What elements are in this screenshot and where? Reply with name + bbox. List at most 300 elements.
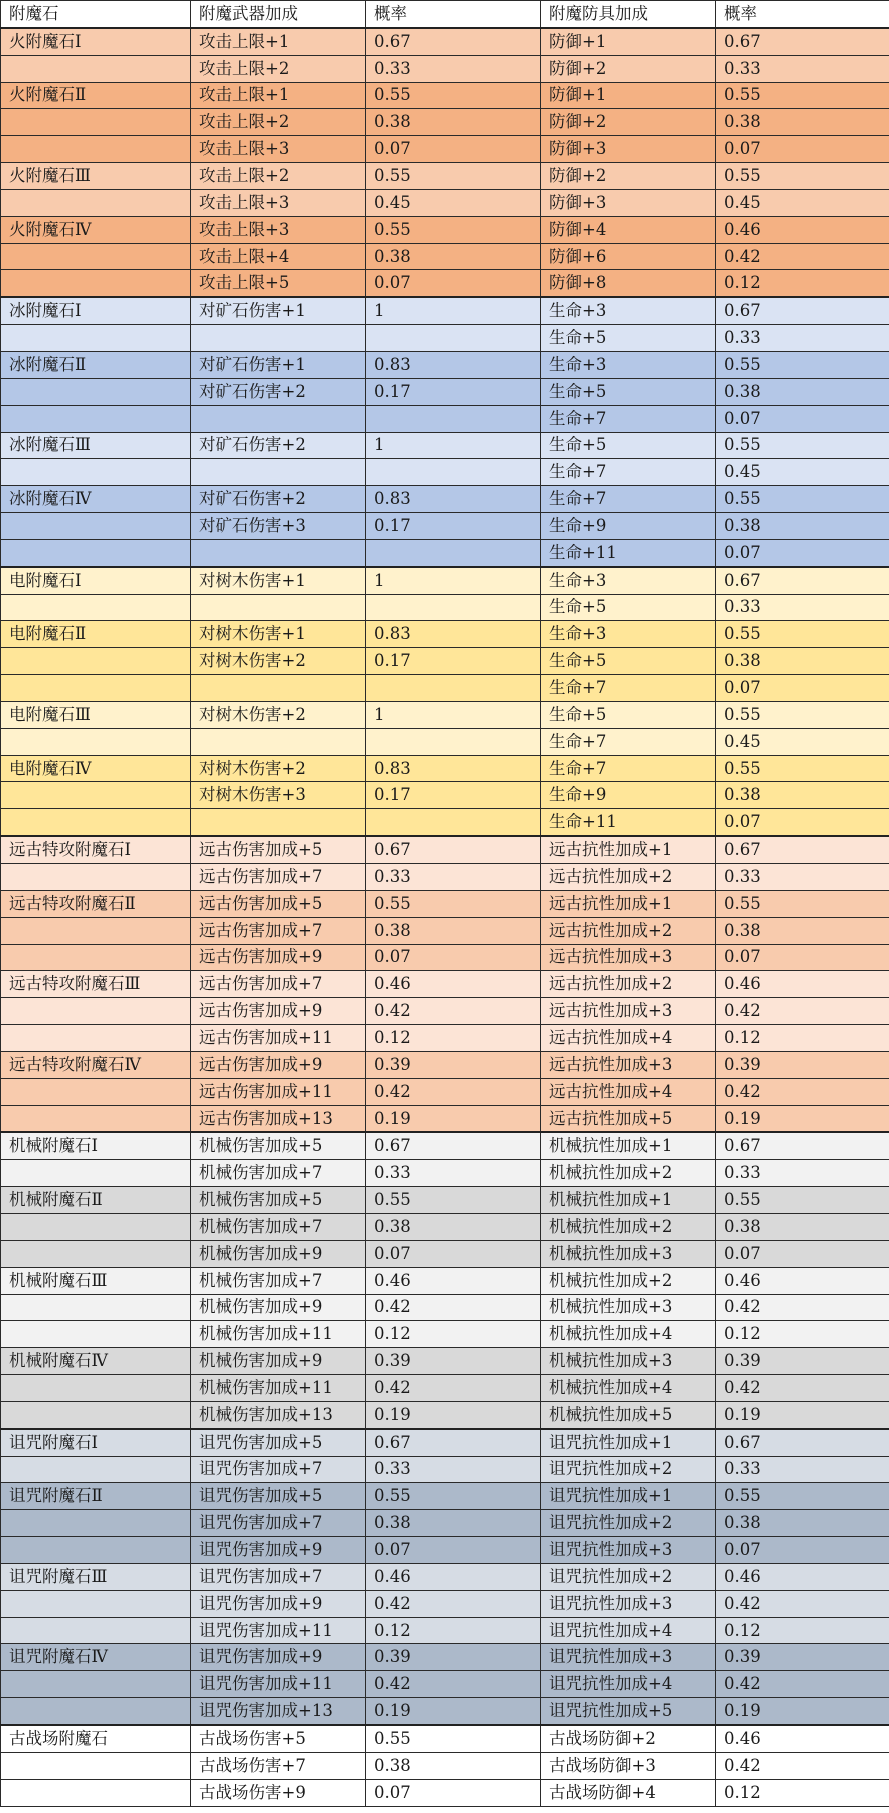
stone-name-cell[interactable]: 火附魔石Ⅳ bbox=[1, 216, 191, 243]
armor-bonus-cell[interactable]: 生命+7 bbox=[541, 755, 716, 782]
weapon-probability-cell[interactable]: 0.39 bbox=[366, 1644, 541, 1671]
weapon-probability-cell[interactable]: 0.07 bbox=[366, 270, 541, 297]
weapon-probability-cell[interactable]: 0.55 bbox=[366, 1483, 541, 1510]
header-stone[interactable]: 附魔石 bbox=[1, 1, 191, 28]
weapon-probability-cell[interactable]: 0.42 bbox=[366, 1375, 541, 1402]
weapon-probability-cell[interactable]: 0.17 bbox=[366, 648, 541, 675]
stone-name-cell[interactable]: 诅咒附魔石Ⅰ bbox=[1, 1429, 191, 1456]
weapon-probability-cell[interactable]: 0.83 bbox=[366, 621, 541, 648]
armor-probability-cell[interactable]: 0.67 bbox=[716, 836, 889, 863]
armor-probability-cell[interactable]: 0.19 bbox=[716, 1698, 889, 1725]
weapon-probability-cell[interactable]: 0.42 bbox=[366, 998, 541, 1025]
weapon-bonus-cell[interactable]: 远古伤害加成+9 bbox=[191, 944, 366, 971]
weapon-probability-cell[interactable]: 0.38 bbox=[366, 243, 541, 270]
weapon-bonus-cell[interactable]: 古战场伤害+5 bbox=[191, 1725, 366, 1752]
stone-name-cell[interactable] bbox=[1, 728, 191, 755]
armor-probability-cell[interactable]: 0.07 bbox=[716, 405, 889, 432]
armor-bonus-cell[interactable]: 生命+5 bbox=[541, 378, 716, 405]
stone-name-cell[interactable] bbox=[1, 998, 191, 1025]
stone-name-cell[interactable]: 冰附魔石Ⅱ bbox=[1, 351, 191, 378]
weapon-bonus-cell[interactable]: 对矿石伤害+1 bbox=[191, 351, 366, 378]
weapon-bonus-cell[interactable]: 攻击上限+3 bbox=[191, 189, 366, 216]
header-armor-probability[interactable]: 概率 bbox=[716, 1, 889, 28]
armor-bonus-cell[interactable]: 生命+9 bbox=[541, 513, 716, 540]
armor-bonus-cell[interactable]: 生命+5 bbox=[541, 325, 716, 352]
weapon-probability-cell[interactable]: 0.17 bbox=[366, 782, 541, 809]
weapon-bonus-cell[interactable]: 远古伤害加成+5 bbox=[191, 836, 366, 863]
weapon-probability-cell[interactable]: 0.55 bbox=[366, 1725, 541, 1752]
weapon-bonus-cell[interactable]: 古战场伤害+9 bbox=[191, 1779, 366, 1806]
armor-probability-cell[interactable]: 0.19 bbox=[716, 1401, 889, 1428]
armor-bonus-cell[interactable]: 远古抗性加成+3 bbox=[541, 944, 716, 971]
weapon-bonus-cell[interactable]: 对树木伤害+1 bbox=[191, 621, 366, 648]
weapon-bonus-cell[interactable]: 机械伤害加成+5 bbox=[191, 1187, 366, 1214]
weapon-probability-cell[interactable]: 0.83 bbox=[366, 755, 541, 782]
weapon-probability-cell[interactable]: 0.55 bbox=[366, 1187, 541, 1214]
armor-probability-cell[interactable]: 0.67 bbox=[716, 567, 889, 594]
stone-name-cell[interactable]: 机械附魔石Ⅳ bbox=[1, 1348, 191, 1375]
weapon-bonus-cell[interactable]: 诅咒伤害加成+9 bbox=[191, 1644, 366, 1671]
weapon-probability-cell[interactable]: 1 bbox=[366, 567, 541, 594]
armor-probability-cell[interactable]: 0.67 bbox=[716, 297, 889, 324]
header-weapon-bonus[interactable]: 附魔武器加成 bbox=[191, 1, 366, 28]
weapon-probability-cell[interactable]: 0.67 bbox=[366, 1132, 541, 1159]
weapon-bonus-cell[interactable]: 对树木伤害+2 bbox=[191, 648, 366, 675]
armor-probability-cell[interactable]: 0.12 bbox=[716, 1025, 889, 1052]
armor-probability-cell[interactable]: 0.33 bbox=[716, 1160, 889, 1187]
weapon-probability-cell[interactable] bbox=[366, 459, 541, 486]
weapon-bonus-cell[interactable]: 古战场伤害+7 bbox=[191, 1752, 366, 1779]
weapon-bonus-cell[interactable]: 诅咒伤害加成+7 bbox=[191, 1563, 366, 1590]
stone-name-cell[interactable]: 古战场附魔石 bbox=[1, 1725, 191, 1752]
armor-probability-cell[interactable]: 0.38 bbox=[716, 109, 889, 136]
armor-bonus-cell[interactable]: 机械抗性加成+2 bbox=[541, 1213, 716, 1240]
weapon-probability-cell[interactable]: 0.55 bbox=[366, 216, 541, 243]
weapon-bonus-cell[interactable]: 攻击上限+2 bbox=[191, 109, 366, 136]
stone-name-cell[interactable]: 机械附魔石Ⅰ bbox=[1, 1132, 191, 1159]
armor-bonus-cell[interactable]: 生命+7 bbox=[541, 675, 716, 702]
armor-bonus-cell[interactable]: 诅咒抗性加成+2 bbox=[541, 1510, 716, 1537]
armor-bonus-cell[interactable]: 防御+2 bbox=[541, 109, 716, 136]
armor-probability-cell[interactable]: 0.55 bbox=[716, 755, 889, 782]
stone-name-cell[interactable]: 电附魔石Ⅱ bbox=[1, 621, 191, 648]
armor-probability-cell[interactable]: 0.45 bbox=[716, 459, 889, 486]
armor-probability-cell[interactable]: 0.07 bbox=[716, 136, 889, 163]
armor-bonus-cell[interactable]: 远古抗性加成+5 bbox=[541, 1105, 716, 1132]
armor-bonus-cell[interactable]: 诅咒抗性加成+1 bbox=[541, 1429, 716, 1456]
weapon-probability-cell[interactable]: 0.46 bbox=[366, 1267, 541, 1294]
stone-name-cell[interactable] bbox=[1, 270, 191, 297]
armor-probability-cell[interactable]: 0.12 bbox=[716, 1321, 889, 1348]
armor-bonus-cell[interactable]: 生命+3 bbox=[541, 351, 716, 378]
weapon-probability-cell[interactable] bbox=[366, 728, 541, 755]
weapon-probability-cell[interactable] bbox=[366, 539, 541, 566]
weapon-bonus-cell[interactable]: 攻击上限+4 bbox=[191, 243, 366, 270]
armor-probability-cell[interactable]: 0.46 bbox=[716, 1267, 889, 1294]
stone-name-cell[interactable] bbox=[1, 189, 191, 216]
weapon-probability-cell[interactable]: 0.07 bbox=[366, 136, 541, 163]
armor-probability-cell[interactable]: 0.38 bbox=[716, 378, 889, 405]
weapon-bonus-cell[interactable]: 远古伤害加成+5 bbox=[191, 890, 366, 917]
weapon-bonus-cell[interactable] bbox=[191, 539, 366, 566]
armor-bonus-cell[interactable]: 诅咒抗性加成+1 bbox=[541, 1483, 716, 1510]
armor-probability-cell[interactable]: 0.55 bbox=[716, 701, 889, 728]
weapon-bonus-cell[interactable] bbox=[191, 675, 366, 702]
weapon-probability-cell[interactable]: 0.33 bbox=[366, 1160, 541, 1187]
armor-probability-cell[interactable]: 0.67 bbox=[716, 28, 889, 55]
weapon-bonus-cell[interactable]: 攻击上限+3 bbox=[191, 216, 366, 243]
weapon-probability-cell[interactable]: 0.55 bbox=[366, 890, 541, 917]
armor-bonus-cell[interactable]: 防御+8 bbox=[541, 270, 716, 297]
armor-bonus-cell[interactable]: 诅咒抗性加成+2 bbox=[541, 1456, 716, 1483]
stone-name-cell[interactable] bbox=[1, 1590, 191, 1617]
armor-probability-cell[interactable]: 0.67 bbox=[716, 1132, 889, 1159]
armor-bonus-cell[interactable]: 生命+11 bbox=[541, 539, 716, 566]
stone-name-cell[interactable] bbox=[1, 1456, 191, 1483]
armor-bonus-cell[interactable]: 远古抗性加成+1 bbox=[541, 836, 716, 863]
weapon-bonus-cell[interactable] bbox=[191, 459, 366, 486]
stone-name-cell[interactable] bbox=[1, 782, 191, 809]
weapon-bonus-cell[interactable]: 对树木伤害+2 bbox=[191, 701, 366, 728]
weapon-probability-cell[interactable]: 0.42 bbox=[366, 1671, 541, 1698]
armor-probability-cell[interactable]: 0.42 bbox=[716, 1078, 889, 1105]
stone-name-cell[interactable] bbox=[1, 917, 191, 944]
weapon-probability-cell[interactable] bbox=[366, 405, 541, 432]
weapon-probability-cell[interactable] bbox=[366, 325, 541, 352]
stone-name-cell[interactable]: 冰附魔石Ⅰ bbox=[1, 297, 191, 324]
weapon-probability-cell[interactable]: 0.42 bbox=[366, 1590, 541, 1617]
armor-probability-cell[interactable]: 0.07 bbox=[716, 539, 889, 566]
armor-probability-cell[interactable]: 0.67 bbox=[716, 1429, 889, 1456]
armor-probability-cell[interactable]: 0.42 bbox=[716, 1752, 889, 1779]
armor-bonus-cell[interactable]: 诅咒抗性加成+3 bbox=[541, 1590, 716, 1617]
weapon-bonus-cell[interactable]: 机械伤害加成+7 bbox=[191, 1160, 366, 1187]
weapon-bonus-cell[interactable]: 诅咒伤害加成+11 bbox=[191, 1671, 366, 1698]
armor-bonus-cell[interactable]: 防御+4 bbox=[541, 216, 716, 243]
armor-bonus-cell[interactable]: 诅咒抗性加成+5 bbox=[541, 1698, 716, 1725]
weapon-bonus-cell[interactable]: 攻击上限+5 bbox=[191, 270, 366, 297]
weapon-bonus-cell[interactable]: 远古伤害加成+9 bbox=[191, 998, 366, 1025]
weapon-probability-cell[interactable]: 1 bbox=[366, 432, 541, 459]
armor-bonus-cell[interactable]: 远古抗性加成+4 bbox=[541, 1025, 716, 1052]
armor-bonus-cell[interactable]: 防御+1 bbox=[541, 28, 716, 55]
stone-name-cell[interactable] bbox=[1, 1671, 191, 1698]
armor-bonus-cell[interactable]: 诅咒抗性加成+4 bbox=[541, 1671, 716, 1698]
weapon-bonus-cell[interactable]: 机械伤害加成+9 bbox=[191, 1294, 366, 1321]
weapon-bonus-cell[interactable]: 对矿石伤害+2 bbox=[191, 378, 366, 405]
armor-probability-cell[interactable]: 0.45 bbox=[716, 189, 889, 216]
armor-probability-cell[interactable]: 0.07 bbox=[716, 1537, 889, 1564]
armor-probability-cell[interactable]: 0.55 bbox=[716, 890, 889, 917]
stone-name-cell[interactable]: 远古特攻附魔石Ⅲ bbox=[1, 971, 191, 998]
stone-name-cell[interactable] bbox=[1, 864, 191, 891]
armor-bonus-cell[interactable]: 生命+11 bbox=[541, 809, 716, 836]
weapon-bonus-cell[interactable]: 远古伤害加成+11 bbox=[191, 1078, 366, 1105]
weapon-probability-cell[interactable]: 0.12 bbox=[366, 1025, 541, 1052]
armor-probability-cell[interactable]: 0.07 bbox=[716, 809, 889, 836]
armor-probability-cell[interactable]: 0.55 bbox=[716, 1483, 889, 1510]
armor-bonus-cell[interactable]: 生命+7 bbox=[541, 459, 716, 486]
armor-bonus-cell[interactable]: 防御+2 bbox=[541, 55, 716, 82]
weapon-probability-cell[interactable]: 0.83 bbox=[366, 351, 541, 378]
stone-name-cell[interactable] bbox=[1, 944, 191, 971]
armor-bonus-cell[interactable]: 诅咒抗性加成+3 bbox=[541, 1644, 716, 1671]
stone-name-cell[interactable] bbox=[1, 809, 191, 836]
weapon-bonus-cell[interactable]: 诅咒伤害加成+5 bbox=[191, 1483, 366, 1510]
armor-bonus-cell[interactable]: 生命+7 bbox=[541, 728, 716, 755]
armor-probability-cell[interactable]: 0.55 bbox=[716, 163, 889, 190]
weapon-bonus-cell[interactable]: 机械伤害加成+7 bbox=[191, 1213, 366, 1240]
stone-name-cell[interactable]: 诅咒附魔石Ⅲ bbox=[1, 1563, 191, 1590]
armor-probability-cell[interactable]: 0.42 bbox=[716, 243, 889, 270]
weapon-probability-cell[interactable]: 0.38 bbox=[366, 917, 541, 944]
armor-probability-cell[interactable]: 0.55 bbox=[716, 486, 889, 513]
stone-name-cell[interactable] bbox=[1, 1752, 191, 1779]
header-armor-bonus[interactable]: 附魔防具加成 bbox=[541, 1, 716, 28]
weapon-probability-cell[interactable]: 0.67 bbox=[366, 836, 541, 863]
armor-probability-cell[interactable]: 0.46 bbox=[716, 1725, 889, 1752]
armor-bonus-cell[interactable]: 防御+3 bbox=[541, 189, 716, 216]
armor-bonus-cell[interactable]: 机械抗性加成+3 bbox=[541, 1348, 716, 1375]
weapon-bonus-cell[interactable]: 对矿石伤害+2 bbox=[191, 432, 366, 459]
weapon-probability-cell[interactable]: 0.33 bbox=[366, 55, 541, 82]
stone-name-cell[interactable] bbox=[1, 1321, 191, 1348]
stone-name-cell[interactable] bbox=[1, 1105, 191, 1132]
armor-probability-cell[interactable]: 0.46 bbox=[716, 1563, 889, 1590]
armor-bonus-cell[interactable]: 机械抗性加成+2 bbox=[541, 1267, 716, 1294]
armor-probability-cell[interactable]: 0.45 bbox=[716, 728, 889, 755]
armor-probability-cell[interactable]: 0.39 bbox=[716, 1644, 889, 1671]
weapon-bonus-cell[interactable] bbox=[191, 594, 366, 621]
armor-bonus-cell[interactable]: 机械抗性加成+3 bbox=[541, 1240, 716, 1267]
weapon-bonus-cell[interactable]: 机械伤害加成+9 bbox=[191, 1240, 366, 1267]
armor-probability-cell[interactable]: 0.42 bbox=[716, 1671, 889, 1698]
weapon-bonus-cell[interactable]: 对矿石伤害+2 bbox=[191, 486, 366, 513]
armor-bonus-cell[interactable]: 古战场防御+3 bbox=[541, 1752, 716, 1779]
armor-probability-cell[interactable]: 0.33 bbox=[716, 55, 889, 82]
weapon-probability-cell[interactable]: 0.07 bbox=[366, 1240, 541, 1267]
armor-probability-cell[interactable]: 0.46 bbox=[716, 216, 889, 243]
stone-name-cell[interactable] bbox=[1, 325, 191, 352]
weapon-probability-cell[interactable]: 0.19 bbox=[366, 1698, 541, 1725]
armor-bonus-cell[interactable]: 防御+2 bbox=[541, 163, 716, 190]
armor-bonus-cell[interactable]: 古战场防御+2 bbox=[541, 1725, 716, 1752]
armor-probability-cell[interactable]: 0.55 bbox=[716, 1187, 889, 1214]
weapon-bonus-cell[interactable]: 机械伤害加成+13 bbox=[191, 1401, 366, 1428]
armor-probability-cell[interactable]: 0.42 bbox=[716, 998, 889, 1025]
stone-name-cell[interactable] bbox=[1, 594, 191, 621]
armor-probability-cell[interactable]: 0.33 bbox=[716, 1456, 889, 1483]
armor-probability-cell[interactable]: 0.38 bbox=[716, 782, 889, 809]
armor-bonus-cell[interactable]: 防御+1 bbox=[541, 82, 716, 109]
armor-probability-cell[interactable]: 0.55 bbox=[716, 621, 889, 648]
weapon-probability-cell[interactable]: 1 bbox=[366, 701, 541, 728]
weapon-bonus-cell[interactable]: 攻击上限+2 bbox=[191, 55, 366, 82]
stone-name-cell[interactable] bbox=[1, 1240, 191, 1267]
stone-name-cell[interactable] bbox=[1, 675, 191, 702]
weapon-bonus-cell[interactable]: 机械伤害加成+11 bbox=[191, 1321, 366, 1348]
armor-bonus-cell[interactable]: 机械抗性加成+2 bbox=[541, 1160, 716, 1187]
weapon-bonus-cell[interactable]: 远古伤害加成+7 bbox=[191, 917, 366, 944]
armor-bonus-cell[interactable]: 远古抗性加成+2 bbox=[541, 864, 716, 891]
weapon-bonus-cell[interactable]: 机械伤害加成+7 bbox=[191, 1267, 366, 1294]
weapon-bonus-cell[interactable]: 机械伤害加成+11 bbox=[191, 1375, 366, 1402]
armor-probability-cell[interactable]: 0.12 bbox=[716, 270, 889, 297]
armor-probability-cell[interactable]: 0.07 bbox=[716, 944, 889, 971]
stone-name-cell[interactable]: 电附魔石Ⅲ bbox=[1, 701, 191, 728]
weapon-probability-cell[interactable]: 0.38 bbox=[366, 1752, 541, 1779]
armor-bonus-cell[interactable]: 生命+5 bbox=[541, 594, 716, 621]
armor-probability-cell[interactable]: 0.46 bbox=[716, 971, 889, 998]
weapon-probability-cell[interactable]: 0.17 bbox=[366, 378, 541, 405]
weapon-probability-cell[interactable]: 0.19 bbox=[366, 1105, 541, 1132]
weapon-probability-cell[interactable]: 0.38 bbox=[366, 1510, 541, 1537]
armor-bonus-cell[interactable]: 生命+9 bbox=[541, 782, 716, 809]
weapon-probability-cell[interactable]: 0.07 bbox=[366, 1779, 541, 1806]
armor-bonus-cell[interactable]: 机械抗性加成+1 bbox=[541, 1132, 716, 1159]
weapon-bonus-cell[interactable]: 诅咒伤害加成+7 bbox=[191, 1510, 366, 1537]
armor-probability-cell[interactable]: 0.33 bbox=[716, 864, 889, 891]
armor-probability-cell[interactable]: 0.33 bbox=[716, 594, 889, 621]
armor-probability-cell[interactable]: 0.38 bbox=[716, 1213, 889, 1240]
armor-probability-cell[interactable]: 0.12 bbox=[716, 1779, 889, 1806]
weapon-probability-cell[interactable]: 0.45 bbox=[366, 189, 541, 216]
stone-name-cell[interactable] bbox=[1, 1160, 191, 1187]
stone-name-cell[interactable] bbox=[1, 1213, 191, 1240]
weapon-probability-cell[interactable]: 0.39 bbox=[366, 1348, 541, 1375]
weapon-bonus-cell[interactable]: 远古伤害加成+11 bbox=[191, 1025, 366, 1052]
weapon-bonus-cell[interactable]: 远古伤害加成+13 bbox=[191, 1105, 366, 1132]
armor-bonus-cell[interactable]: 古战场防御+4 bbox=[541, 1779, 716, 1806]
stone-name-cell[interactable]: 诅咒附魔石Ⅳ bbox=[1, 1644, 191, 1671]
stone-name-cell[interactable] bbox=[1, 513, 191, 540]
weapon-probability-cell[interactable] bbox=[366, 594, 541, 621]
weapon-bonus-cell[interactable]: 对树木伤害+3 bbox=[191, 782, 366, 809]
weapon-probability-cell[interactable]: 0.17 bbox=[366, 513, 541, 540]
weapon-bonus-cell[interactable]: 对树木伤害+1 bbox=[191, 567, 366, 594]
armor-probability-cell[interactable]: 0.07 bbox=[716, 1240, 889, 1267]
weapon-bonus-cell[interactable]: 机械伤害加成+9 bbox=[191, 1348, 366, 1375]
armor-probability-cell[interactable]: 0.33 bbox=[716, 325, 889, 352]
weapon-probability-cell[interactable]: 0.12 bbox=[366, 1617, 541, 1644]
armor-bonus-cell[interactable]: 生命+3 bbox=[541, 567, 716, 594]
weapon-probability-cell[interactable]: 0.39 bbox=[366, 1051, 541, 1078]
stone-name-cell[interactable] bbox=[1, 136, 191, 163]
armor-bonus-cell[interactable]: 远古抗性加成+3 bbox=[541, 1051, 716, 1078]
weapon-probability-cell[interactable]: 0.42 bbox=[366, 1294, 541, 1321]
stone-name-cell[interactable] bbox=[1, 1510, 191, 1537]
armor-bonus-cell[interactable]: 机械抗性加成+5 bbox=[541, 1401, 716, 1428]
stone-name-cell[interactable]: 远古特攻附魔石Ⅰ bbox=[1, 836, 191, 863]
armor-bonus-cell[interactable]: 机械抗性加成+4 bbox=[541, 1375, 716, 1402]
weapon-bonus-cell[interactable] bbox=[191, 728, 366, 755]
armor-bonus-cell[interactable]: 生命+5 bbox=[541, 648, 716, 675]
armor-bonus-cell[interactable]: 生命+5 bbox=[541, 432, 716, 459]
armor-bonus-cell[interactable]: 生命+3 bbox=[541, 297, 716, 324]
weapon-bonus-cell[interactable] bbox=[191, 325, 366, 352]
armor-probability-cell[interactable]: 0.38 bbox=[716, 648, 889, 675]
weapon-bonus-cell[interactable]: 诅咒伤害加成+9 bbox=[191, 1537, 366, 1564]
armor-probability-cell[interactable]: 0.07 bbox=[716, 675, 889, 702]
weapon-probability-cell[interactable]: 0.42 bbox=[366, 1078, 541, 1105]
weapon-probability-cell[interactable]: 0.67 bbox=[366, 28, 541, 55]
weapon-bonus-cell[interactable] bbox=[191, 809, 366, 836]
armor-probability-cell[interactable]: 0.55 bbox=[716, 432, 889, 459]
armor-probability-cell[interactable]: 0.39 bbox=[716, 1051, 889, 1078]
armor-probability-cell[interactable]: 0.42 bbox=[716, 1590, 889, 1617]
armor-bonus-cell[interactable]: 生命+7 bbox=[541, 486, 716, 513]
weapon-bonus-cell[interactable]: 远古伤害加成+9 bbox=[191, 1051, 366, 1078]
weapon-bonus-cell[interactable]: 诅咒伤害加成+7 bbox=[191, 1456, 366, 1483]
stone-name-cell[interactable]: 远古特攻附魔石Ⅱ bbox=[1, 890, 191, 917]
stone-name-cell[interactable]: 冰附魔石Ⅲ bbox=[1, 432, 191, 459]
weapon-bonus-cell[interactable]: 诅咒伤害加成+11 bbox=[191, 1617, 366, 1644]
weapon-bonus-cell[interactable]: 远古伤害加成+7 bbox=[191, 971, 366, 998]
weapon-bonus-cell[interactable]: 机械伤害加成+5 bbox=[191, 1132, 366, 1159]
weapon-probability-cell[interactable]: 0.55 bbox=[366, 163, 541, 190]
stone-name-cell[interactable] bbox=[1, 109, 191, 136]
stone-name-cell[interactable] bbox=[1, 1401, 191, 1428]
weapon-probability-cell[interactable]: 0.67 bbox=[366, 1429, 541, 1456]
armor-bonus-cell[interactable]: 诅咒抗性加成+3 bbox=[541, 1537, 716, 1564]
weapon-bonus-cell[interactable]: 攻击上限+1 bbox=[191, 82, 366, 109]
stone-name-cell[interactable]: 电附魔石Ⅰ bbox=[1, 567, 191, 594]
weapon-bonus-cell[interactable]: 攻击上限+2 bbox=[191, 163, 366, 190]
weapon-probability-cell[interactable] bbox=[366, 809, 541, 836]
stone-name-cell[interactable] bbox=[1, 459, 191, 486]
armor-probability-cell[interactable]: 0.55 bbox=[716, 351, 889, 378]
weapon-probability-cell[interactable]: 0.46 bbox=[366, 971, 541, 998]
weapon-probability-cell[interactable]: 0.33 bbox=[366, 1456, 541, 1483]
weapon-bonus-cell[interactable]: 对矿石伤害+3 bbox=[191, 513, 366, 540]
armor-bonus-cell[interactable]: 机械抗性加成+3 bbox=[541, 1294, 716, 1321]
armor-bonus-cell[interactable]: 诅咒抗性加成+2 bbox=[541, 1563, 716, 1590]
weapon-bonus-cell[interactable]: 攻击上限+1 bbox=[191, 28, 366, 55]
stone-name-cell[interactable]: 机械附魔石Ⅲ bbox=[1, 1267, 191, 1294]
stone-name-cell[interactable]: 诅咒附魔石Ⅱ bbox=[1, 1483, 191, 1510]
weapon-probability-cell[interactable]: 0.33 bbox=[366, 864, 541, 891]
weapon-probability-cell[interactable]: 0.38 bbox=[366, 1213, 541, 1240]
armor-bonus-cell[interactable]: 生命+5 bbox=[541, 701, 716, 728]
stone-name-cell[interactable] bbox=[1, 405, 191, 432]
weapon-bonus-cell[interactable]: 诅咒伤害加成+13 bbox=[191, 1698, 366, 1725]
weapon-bonus-cell[interactable]: 对矿石伤害+1 bbox=[191, 297, 366, 324]
weapon-probability-cell[interactable]: 0.12 bbox=[366, 1321, 541, 1348]
armor-probability-cell[interactable]: 0.38 bbox=[716, 1510, 889, 1537]
armor-probability-cell[interactable]: 0.39 bbox=[716, 1348, 889, 1375]
weapon-probability-cell[interactable] bbox=[366, 675, 541, 702]
stone-name-cell[interactable] bbox=[1, 55, 191, 82]
stone-name-cell[interactable] bbox=[1, 648, 191, 675]
armor-bonus-cell[interactable]: 远古抗性加成+2 bbox=[541, 971, 716, 998]
weapon-bonus-cell[interactable]: 诅咒伤害加成+5 bbox=[191, 1429, 366, 1456]
stone-name-cell[interactable]: 火附魔石Ⅰ bbox=[1, 28, 191, 55]
stone-name-cell[interactable] bbox=[1, 1078, 191, 1105]
armor-probability-cell[interactable]: 0.42 bbox=[716, 1375, 889, 1402]
armor-bonus-cell[interactable]: 远古抗性加成+3 bbox=[541, 998, 716, 1025]
armor-bonus-cell[interactable]: 生命+3 bbox=[541, 621, 716, 648]
stone-name-cell[interactable] bbox=[1, 243, 191, 270]
weapon-bonus-cell[interactable] bbox=[191, 405, 366, 432]
armor-probability-cell[interactable]: 0.42 bbox=[716, 1294, 889, 1321]
weapon-bonus-cell[interactable]: 诅咒伤害加成+9 bbox=[191, 1590, 366, 1617]
weapon-probability-cell[interactable]: 0.19 bbox=[366, 1401, 541, 1428]
stone-name-cell[interactable]: 机械附魔石Ⅱ bbox=[1, 1187, 191, 1214]
armor-probability-cell[interactable]: 0.38 bbox=[716, 917, 889, 944]
armor-bonus-cell[interactable]: 机械抗性加成+4 bbox=[541, 1321, 716, 1348]
armor-probability-cell[interactable]: 0.19 bbox=[716, 1105, 889, 1132]
stone-name-cell[interactable] bbox=[1, 1698, 191, 1725]
